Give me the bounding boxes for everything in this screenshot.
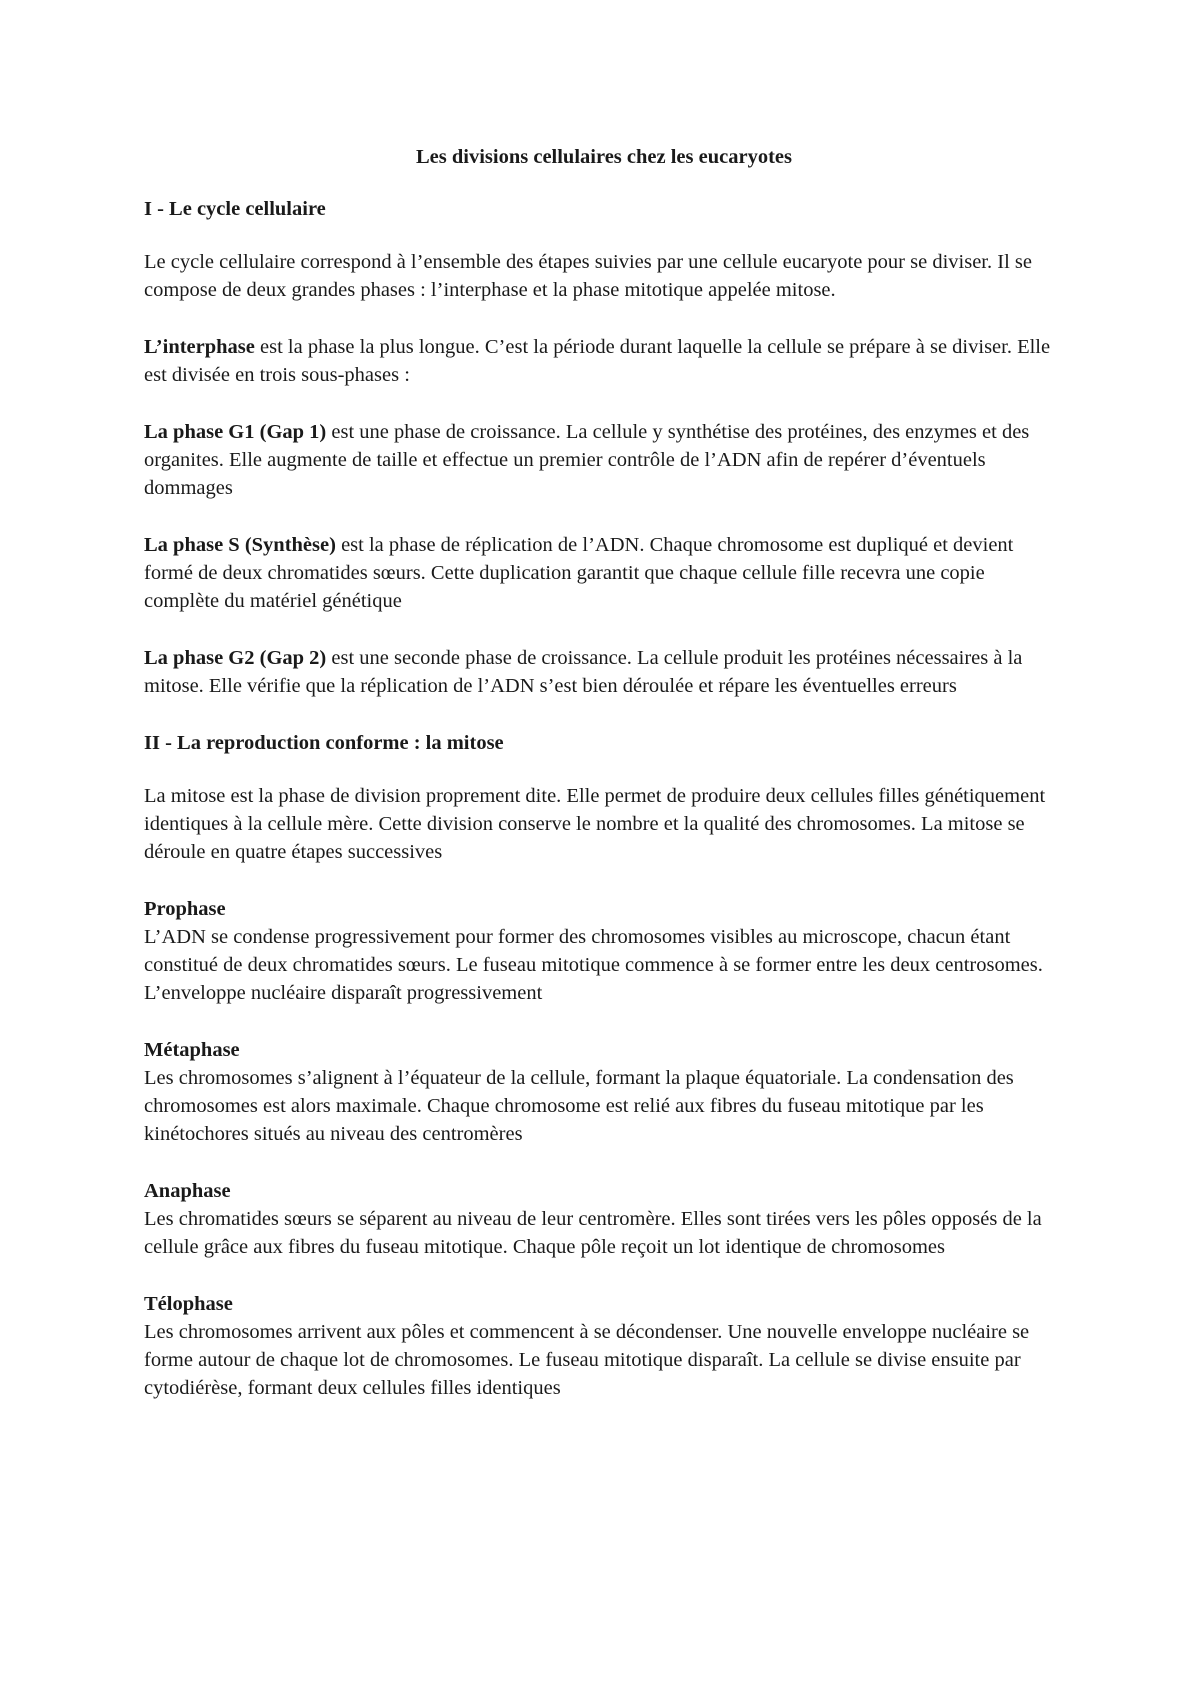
paragraph-phase-s [144, 531, 1064, 615]
text-phase-g2: est une seconde phase de croissance. La cellule produit les protéines nécessaires à la mitose. Elle vérifie que la réplication de l’ADN s’est bien déroulée et répare les éventuelles erreurs [144, 647, 1023, 697]
paragraph-interphase [144, 333, 1064, 389]
section-heading-cycle: I - Le cycle cellulaire [144, 198, 326, 220]
term-phase-s: La phase S (Synthèse) [144, 534, 336, 556]
stage-text: Les chromosomes arrivent aux pôles et commencent à se décondenser. Une nouvelle enveloppe nucléaire se forme autour de chaque lot de chromosomes. Le fuseau mitotique disparaît. La cellule se divise ensuite par cytodiérèse, formant deux cellules filles identiques [144, 1321, 1030, 1399]
stage-title: Anaphase [144, 1180, 231, 1202]
term-interphase: L’interphase [144, 336, 255, 358]
stage-text: L’ADN se condense progressivement pour former des chromosomes visibles au microscope, chacun étant constitué de deux chromatides sœurs. Le fuseau mitotique commence à se former entre les deux centrosomes. L’enveloppe nucléaire disparaît progressivement [144, 926, 1043, 1004]
document-body [144, 143, 1064, 1431]
paragraph-cycle-intro: Le cycle cellulaire correspond à l’ensemble des étapes suivies par une cellule eucaryote pour se diviser. Il se compose de deux grandes phases : l’interphase et la phase mitotique appelée mitose. [144, 251, 1032, 301]
mitosis-stage-prophase [144, 895, 1064, 1007]
term-phase-g2: La phase G2 (Gap 2) [144, 647, 327, 669]
document-title: Les divisions cellulaires chez les eucaryotes [416, 146, 792, 168]
paragraph-mitose-intro: La mitose est la phase de division proprement dite. Elle permet de produire deux cellules filles génétiquement identiques à la cellule mère. Cette division conserve le nombre et la qualité des chromosomes. La mitose se déroule en quatre étapes successives [144, 785, 1046, 863]
stage-title: Télophase [144, 1293, 233, 1315]
paragraph-phase-g1 [144, 418, 1064, 502]
section-heading-mitose: II - La reproduction conforme : la mitose [144, 732, 504, 754]
text-interphase: est la phase la plus longue. C’est la période durant laquelle la cellule se prépare à se diviser. Elle est divisée en trois sous-phases : [144, 336, 1051, 386]
stage-text: Les chromosomes s’alignent à l’équateur de la cellule, formant la plaque équatoriale. La condensation des chromosomes est alors maximale. Chaque chromosome est relié aux fibres du fuseau mitotique par les kinétochores situés au niveau des centromères [144, 1067, 1014, 1145]
term-phase-g1: La phase G1 (Gap 1) [144, 421, 327, 443]
text-phase-s: est la phase de réplication de l’ADN. Chaque chromosome est dupliqué et devient formé de deux chromatides sœurs. Cette duplication garantit que chaque cellule fille recevra une copie complète du matériel génétique [144, 534, 1014, 612]
stage-title: Métaphase [144, 1039, 240, 1061]
paragraph-phase-g2 [144, 644, 1064, 700]
stage-title: Prophase [144, 898, 226, 920]
mitosis-stage-metaphase [144, 1036, 1064, 1148]
mitosis-stage-anaphase [144, 1177, 1064, 1261]
stage-text: Les chromatides sœurs se séparent au niveau de leur centromère. Elles sont tirées vers les pôles opposés de la cellule grâce aux fibres du fuseau mitotique. Chaque pôle reçoit un lot identique de chromosomes [144, 1208, 1042, 1258]
mitosis-stage-telophase [144, 1290, 1064, 1402]
text-phase-g1: est une phase de croissance. La cellule y synthétise des protéines, des enzymes et des organites. Elle augmente de taille et effectue un premier contrôle de l’ADN afin de repérer d’éventuels dommages [144, 421, 1030, 499]
